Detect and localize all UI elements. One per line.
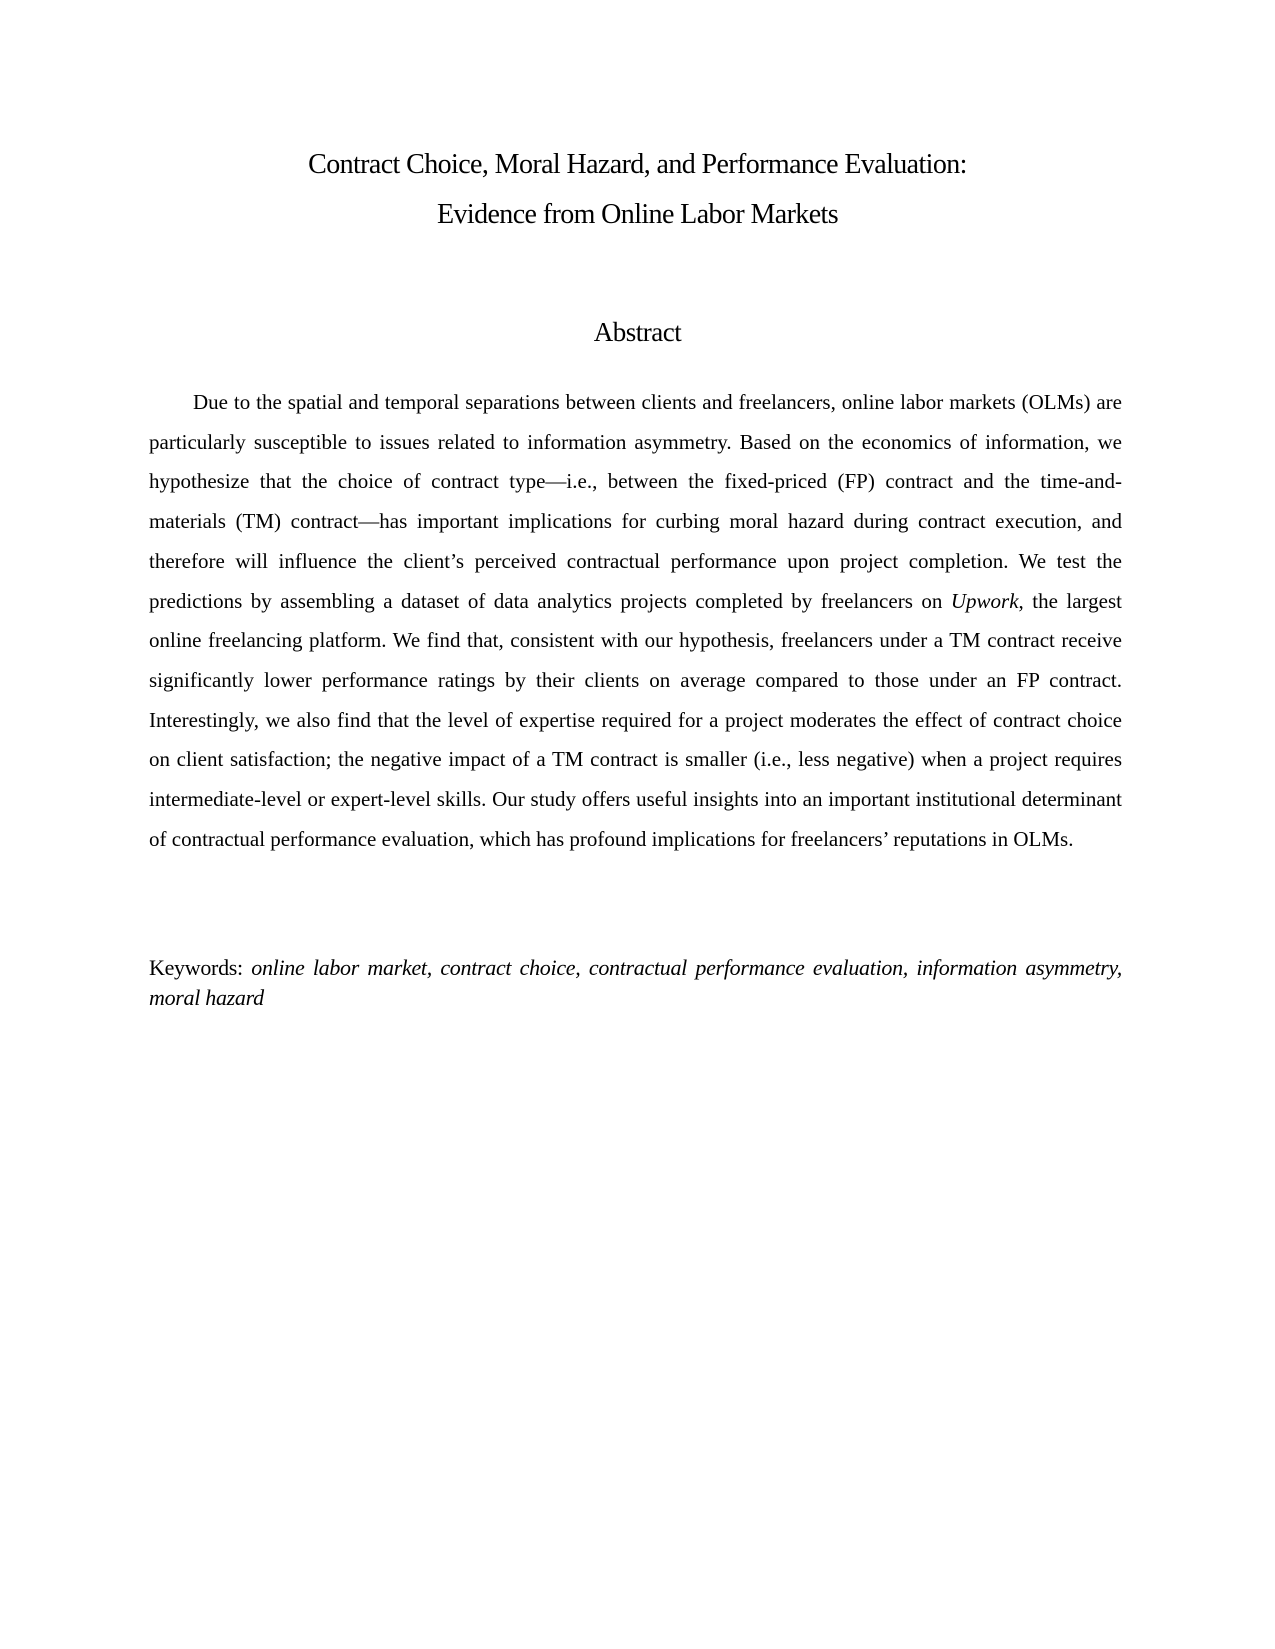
abstract-platform-name: Upwork	[950, 588, 1019, 613]
abstract-body	[149, 383, 1122, 859]
title-line-1: Contract Choice, Moral Hazard, and Performance Evaluation:	[308, 149, 967, 180]
abstract-text-part-1: Due to the spatial and temporal separations between clients and freelancers, online labor markets (OLMs) are particularly susceptible to issues related to information asymmetry. Based on the economics of information, we hypothesize that the choice of contract type—i.e., between the fixed-priced (FP) contract and the time-and-materials (TM) contract—has important implications for curbing moral hazard during contract execution, and therefore will influence the client’s perceived contractual performance upon project completion. We test the predictions by assembling a dataset of data analytics projects completed by freelancers on	[149, 390, 1122, 613]
keywords-list: online labor market, contract choice, contractual performance evaluation, information asymmetry, moral hazard	[149, 955, 1122, 1010]
keywords-label: Keywords:	[149, 955, 243, 980]
keywords-section	[149, 953, 1122, 1013]
abstract-text-part-2: , the largest online freelancing platform. We find that, consistent with our hypothesis, freelancers under a TM contract receive significantly lower performance ratings by their clients on average compared to those under an FP contract. Interestingly, we also find that the level of expertise required for a project moderates the effect of contract choice on client satisfaction; the negative impact of a TM contract is smaller (i.e., less negative) when a project requires intermediate-level or expert-level skills. Our study offers useful insights into an important institutional determinant of contractual performance evaluation, which has profound implications for freelancers’ reputations in OLMs.	[149, 588, 1122, 851]
title-line-2: Evidence from Online Labor Markets	[436, 199, 838, 230]
abstract-heading: Abstract	[593, 317, 682, 347]
paper-title	[0, 140, 1275, 240]
